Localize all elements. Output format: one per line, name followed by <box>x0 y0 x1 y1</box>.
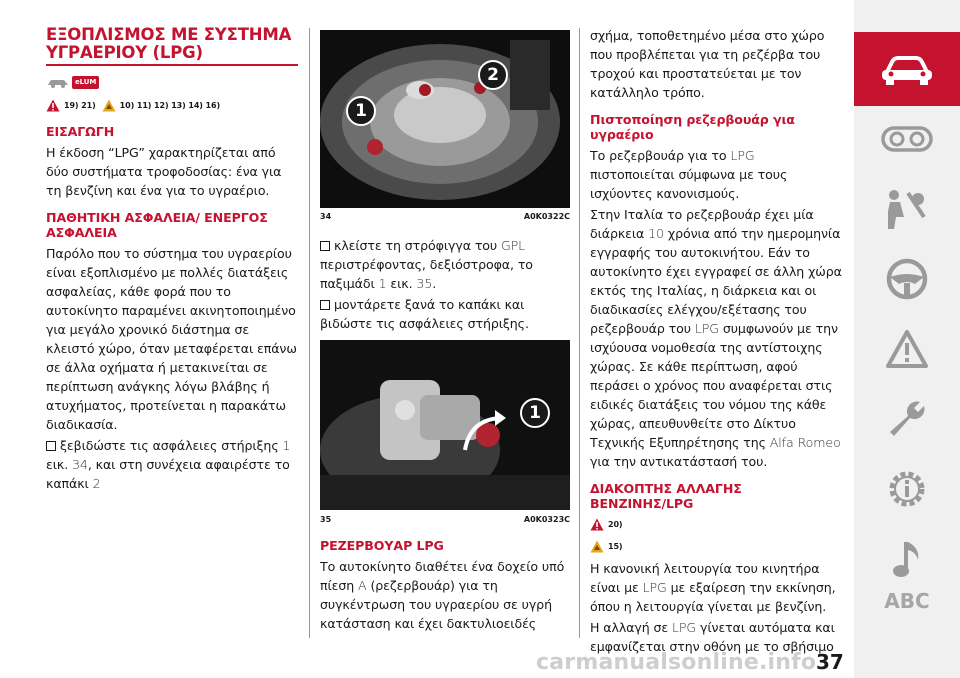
caution-refs: 10) 11) 12) 13) 14) 16) <box>119 100 221 110</box>
callout-1: 1 <box>346 96 376 126</box>
checkbox-bullet-icon <box>320 300 330 310</box>
column-divider-left <box>309 28 310 638</box>
wrench-icon <box>886 398 928 440</box>
figure-code: A0K0322C <box>523 212 570 221</box>
safety-heading: ΠΑΘΗΤΙΚΗ ΑΣΦΑΛΕΙΑ/ ΕΝΕΡΓΟΣ ΑΣΦΑΛΕΙΑ <box>46 210 268 240</box>
caution-hand-icon <box>102 99 116 112</box>
sidebar-item-index[interactable] <box>854 566 960 636</box>
warning-triangle-icon <box>46 99 60 112</box>
tank-paragraph: Το αυτοκίνητο διαθέτει ένα δοχείο υπό πίεση A (ρεζερβουάρ) για τη συγκέντρωση του υγραερίου σε υγρή κατάσταση και έχει δακτυλιοειδές <box>320 559 565 631</box>
switch-paragraph-1: Η κανονική λειτουργία του κινητήρα είναι με LPG με εξαίρεση την εκκίνηση, όπου η λειτουργία γίνεται με βενζίνη. <box>590 561 836 614</box>
safety-paragraph: Παρόλο που το σύστημα του υγραερίου είναι εξοπλισμένο με πολλές διατάξεις ασφαλείας, κάθε φορά που το αυτοκίνητο παραμένει ακινητοποιημένο για μεγάλο χρονικό διάστημα σε κλειστό χώρο, όταν μεταφέρεται επάνω σε άλλα οχήματα ή μετακινείται σε περίπτωση ανάγκης λόγω βλάβης ή ατυχήματος, προτείνεται η παρακάτω διαδικασία. <box>46 246 297 432</box>
warning-icon <box>885 329 929 369</box>
car-outline-icon <box>46 75 70 89</box>
abc-label: ABC <box>884 589 930 613</box>
title-underline <box>46 64 298 66</box>
warning-refs: 19) 21) <box>64 100 96 110</box>
switch-heading: ΔΙΑΚΟΠΤΗΣ ΑΛΛΑΓΗΣ ΒΕΝΖΙΝΗΣ/LPG <box>590 481 742 511</box>
sidebar-item-warning[interactable] <box>854 314 960 384</box>
left-column <box>46 26 300 495</box>
step-unscrew: ξεβιδώστε τις ασφάλειες στήριξης 1 εικ. 34, και στη συνέχεια αφαιρέστε το καπάκι 2 <box>46 438 291 491</box>
tank-heading: ΡΕΖΕΡΒΟΥΑΡ LPG <box>320 538 444 553</box>
sidebar-item-steering[interactable] <box>854 244 960 314</box>
figure-35-image <box>320 340 570 510</box>
callout-1: 1 <box>520 398 550 428</box>
steering-wheel-icon <box>885 257 929 301</box>
switch-warning-ref: 20) <box>590 515 842 533</box>
badge-row <box>46 72 300 92</box>
middle-text-bottom <box>320 538 570 635</box>
checkbox-bullet-icon <box>46 441 56 451</box>
dashboard-icon <box>881 124 933 154</box>
elum-badge: eLUM <box>72 76 99 89</box>
continued-paragraph: σχήμα, τοποθετημένο μέσα στο χώρο που προβλέπεται για τη ρεζέρβα του τροχού και προστατεύεται με τον κατάλληλο τρόπο. <box>590 28 825 100</box>
watermark: carmanualsonline.info <box>536 650 817 675</box>
figure-number: 35 <box>320 515 332 524</box>
figure-34-image <box>320 30 570 208</box>
step-close-valve: κλείστε τη στρόφιγγα του GPL περιστρέφοντας, δεξιόστροφα, το παξιμάδι 1 εικ. 35. <box>320 238 533 291</box>
caution-hand-icon <box>590 540 604 553</box>
certification-heading: Πιστοποίηση ρεζερβουάρ για υγραέριο <box>590 112 795 142</box>
checkbox-bullet-icon <box>320 241 330 251</box>
switch-paragraph-2: Η αλλαγή σε LPG γίνεται αυτόματα και εμφανίζεται στην οθόνη με το σβήσιμο <box>590 620 835 654</box>
sidebar-item-car[interactable] <box>854 32 960 106</box>
figure-34-caption <box>320 212 570 221</box>
car-icon <box>878 52 936 86</box>
figure-code: A0K0323C <box>523 515 570 524</box>
intro-heading: ΕΙΣΑΓΩΓΗ <box>46 124 115 139</box>
sidebar-item-dashboard[interactable] <box>854 104 960 174</box>
sidebar-item-technical-data[interactable] <box>854 454 960 524</box>
sidebar-item-maintenance[interactable] <box>854 384 960 454</box>
callout-2: 2 <box>478 60 508 90</box>
column-divider-right <box>579 28 580 638</box>
switch-caution-ref: 15) <box>590 537 842 555</box>
figure-number: 34 <box>320 212 332 221</box>
page-title: ΕΞΟΠΛΙΣΜΟΣ ΜΕ ΣΥΣΤΗΜΑ ΥΓΡΑΕΡΙΟΥ (LPG) <box>46 25 292 62</box>
step-refit-cover: μοντάρετε ξανά το καπάκι και βιδώστε τις ασφάλειες στήριξης. <box>320 297 529 331</box>
intro-paragraph: Η έκδοση “LPG” χαρακτηρίζεται από δύο συστήματα τροφοδοσίας: ένα για τη βενζίνη και ένα για το υγραέριο. <box>46 145 282 198</box>
warning-triangle-icon <box>590 518 604 531</box>
figure-35-caption <box>320 515 570 524</box>
safety-icon <box>884 187 930 231</box>
certification-paragraph-2: Στην Ιταλία το ρεζερβουάρ έχει μία διάρκεια 10 χρόνια από την ημερομηνία εγγραφής του αυτοκινήτου. Εάν το αυτοκίνητο έχει εγγραφεί σε άλλη χώρα εκτός της Ιταλίας, η διάρκεια και οι διαδικασίες ελέγχου/εξέτασης του ρεζερβουάρ του LPG συμφωνούν με την ισχύουσα νομοθεσία της αντίστοιχης χώρας. Σε κάθε περίπτωση, αφού περάσει ο χρόνος που αναφέρεται στις ειδικές διατάξεις του νόμου της κάθε χώρας, απευθυνθείτε στο Δίκτυο Τεχνικής Εξυπηρέτησης της Alfa Romeo για την αντικατάστασή του. <box>590 207 842 469</box>
certification-paragraph-1: Το ρεζερβουάρ για το LPG πιστοποιείται σύμφωνα με τους ισχύοντες κανονισμούς. <box>590 148 788 201</box>
sidebar-item-safety[interactable] <box>854 174 960 244</box>
page-number: 37 <box>816 650 844 674</box>
middle-text-top <box>320 236 570 335</box>
gear-info-icon <box>885 467 929 511</box>
warning-references <box>46 96 300 114</box>
chapter-sidebar <box>854 0 960 678</box>
right-column <box>590 26 842 658</box>
